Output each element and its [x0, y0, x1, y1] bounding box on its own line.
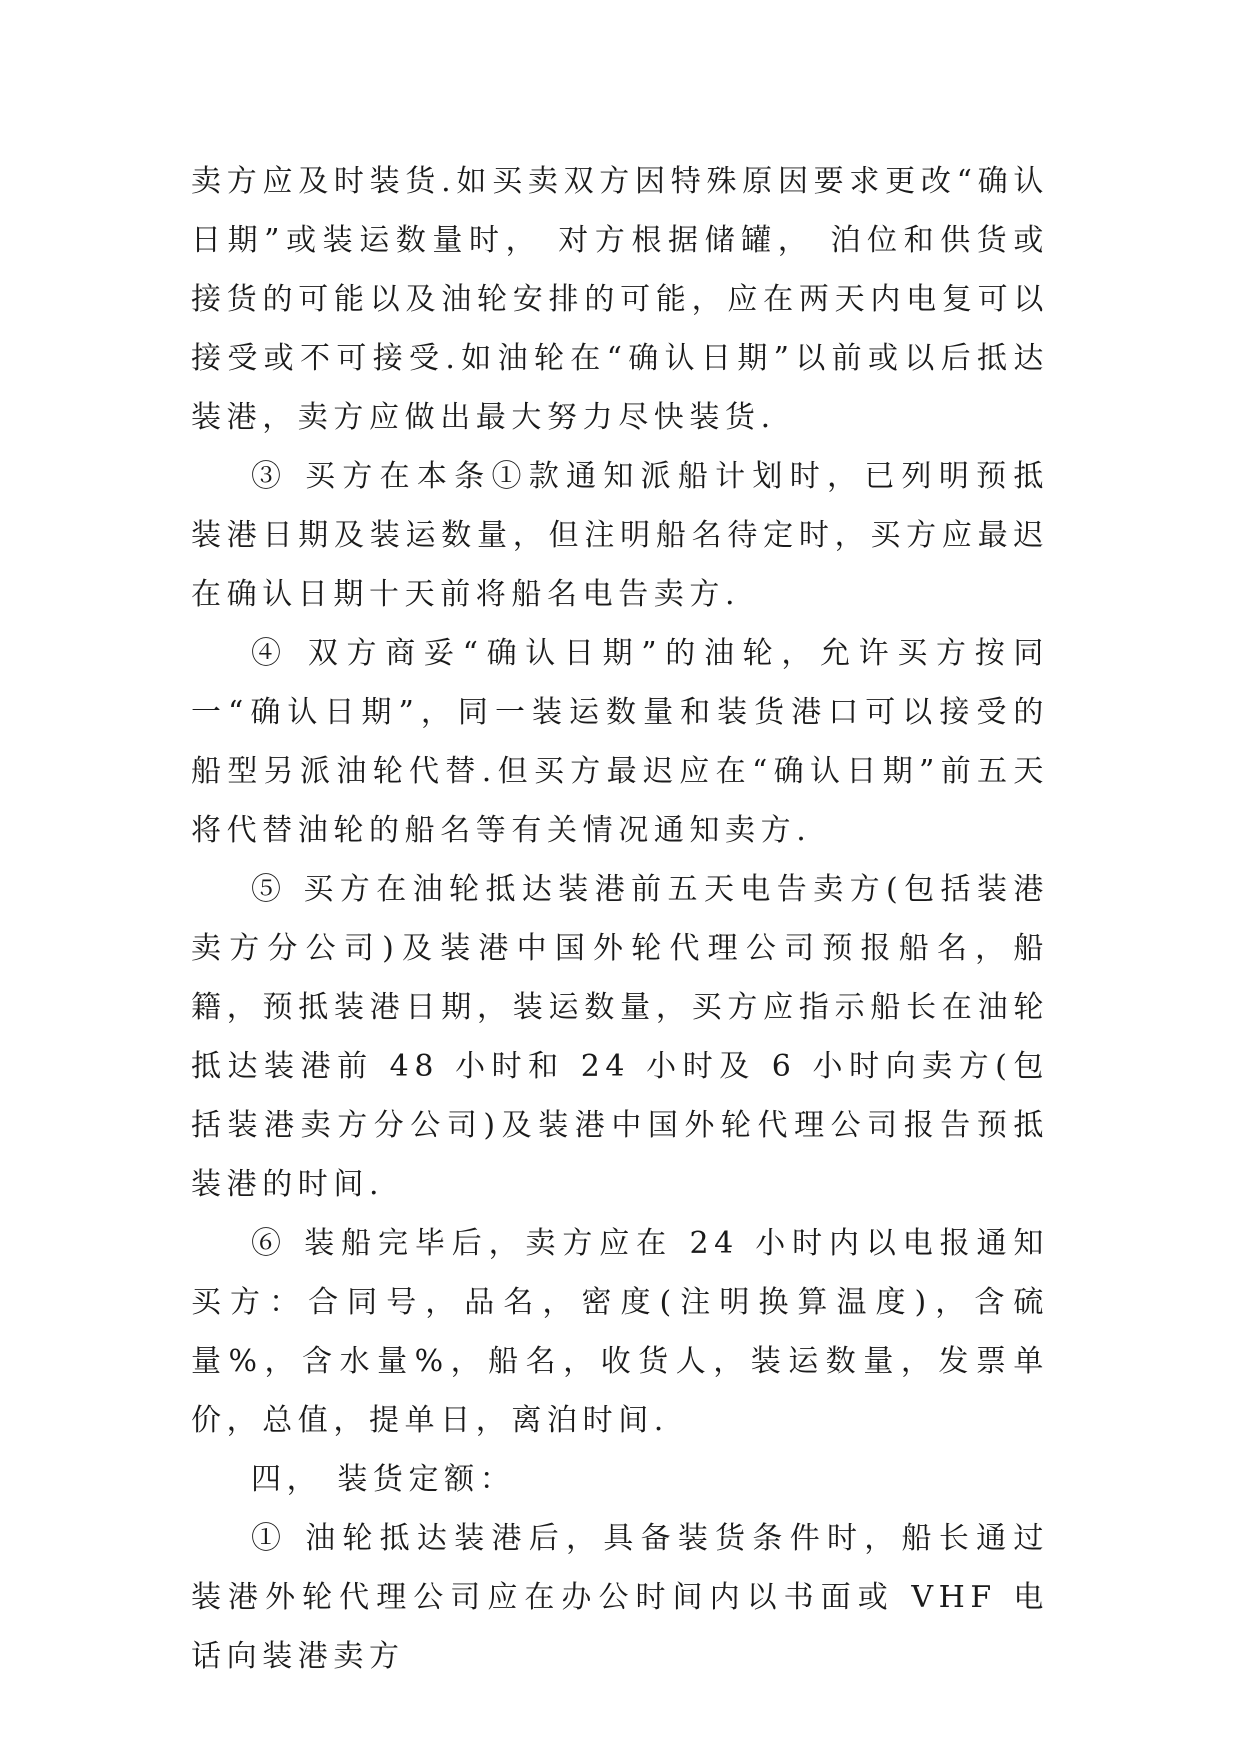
paragraph-clause-6: ⑥ 装船完毕后，卖方应在 24 小时内以电报通知买方：合同号，品名，密度(注明换算温度)，含硫量%，含水量%，船名，收货人，装运数量，发票单价，总值，提单日，离泊时间.	[191, 1226, 1049, 1438]
paragraph-clause-3: ③ 买方在本条①款通知派船计划时，已列明预抵装港日期及装运数量，但注明船名待定时，买方应最迟在确认日期十天前将船名电告卖方.	[191, 459, 1049, 612]
paragraph-loading-continuation: 卖方应及时装货.如买卖双方因特殊原因要求更改“确认日期”或装运数量时， 对方根据储罐， 泊位和供货或接货的可能以及油轮安排的可能，应在两天内电复可以接受或不可接受.如油轮在“确认日期”以前或以后抵达装港，卖方应做出最大努力尽快装货.	[191, 164, 1049, 435]
document-body	[191, 152, 1049, 1686]
paragraph-clause-5: ⑤ 买方在油轮抵达装港前五天电告卖方(包括装港卖方分公司)及装港中国外轮代理公司预报船名，船籍，预抵装港日期，装运数量，买方应指示船长在油轮抵达装港前 48 小时和 24 小时及 6 小时向卖方(包括装港卖方分公司)及装港中国外轮代理公司报告预抵装港的时间.	[191, 872, 1049, 1202]
paragraph-quota-clause-1: ① 油轮抵达装港后，具备装货条件时，船长通过装港外轮代理公司应在办公时间内以书面或 VHF 电话向装港卖方	[191, 1521, 1049, 1674]
paragraph-clause-4: ④ 双方商妥“确认日期”的油轮，允许买方按同一“确认日期”，同一装运数量和装货港口可以接受的船型另派油轮代替.但买方最迟应在“确认日期”前五天将代替油轮的船名等有关情况通知卖方.	[191, 636, 1049, 848]
section-heading-loading-quota: 四， 装货定额：	[251, 1462, 516, 1497]
